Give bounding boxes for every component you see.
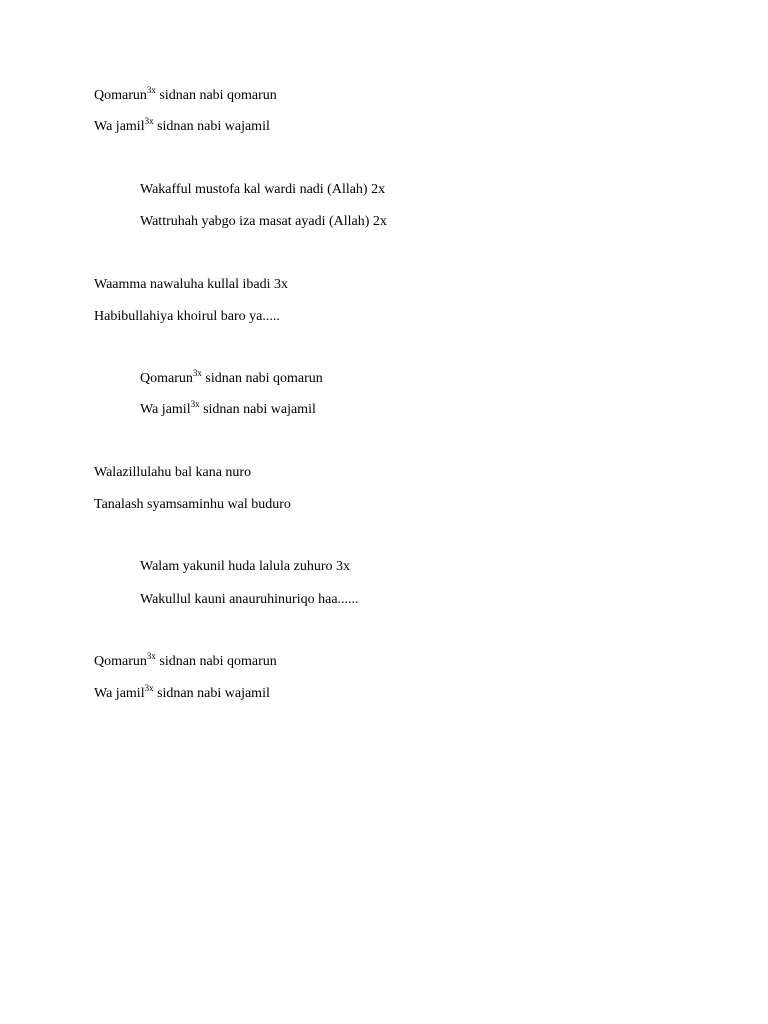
verse-line: Wakafful mustofa kal wardi nadi (Allah) 2x	[140, 182, 386, 197]
verse-line: Wakullul kauni anauruhinuriqo haa......	[140, 592, 359, 607]
verse-line-qomarun	[94, 87, 277, 105]
verse-lead: Qomarun	[94, 654, 147, 669]
verse-rest: sidnan nabi qomarun	[155, 88, 277, 103]
verse-rest: sidnan nabi qomarun	[201, 371, 323, 386]
verse-lead: Wa jamil	[94, 119, 145, 134]
verse-line: Walam yakunil huda lalula zuhuro 3x	[140, 559, 350, 574]
verse-lead: Wa jamil	[94, 686, 145, 701]
verse-line: Waamma nawaluha kullal ibadi 3x	[94, 277, 289, 292]
verse-rest: sidnan nabi wajamil	[199, 402, 316, 417]
repeat-marker: 3x	[190, 399, 200, 409]
repeat-marker: 3x	[144, 683, 154, 693]
verse-line-wa-jamil	[94, 685, 270, 703]
verse-lead: Qomarun	[94, 88, 147, 103]
repeat-marker: 3x	[146, 651, 156, 661]
verse-lead: Qomarun	[140, 371, 193, 386]
verse-rest: sidnan nabi qomarun	[155, 654, 277, 669]
verse-line-wa-jamil	[94, 118, 270, 136]
verse-line: Wattruhah yabgo iza masat ayadi (Allah) 2x	[140, 214, 387, 229]
repeat-marker: 3x	[144, 116, 154, 126]
verse-line-wa-jamil	[140, 401, 316, 419]
repeat-marker: 3x	[146, 85, 156, 95]
verse-line-qomarun	[94, 653, 277, 671]
verse-line-qomarun	[140, 370, 323, 388]
verse-line: Habibullahiya khoirul baro ya.....	[94, 309, 280, 324]
verse-lead: Wa jamil	[140, 402, 191, 417]
verse-line: Tanalash syamsaminhu wal buduro	[94, 497, 291, 512]
verse-rest: sidnan nabi wajamil	[153, 119, 270, 134]
repeat-marker: 3x	[192, 368, 202, 378]
verse-rest: sidnan nabi wajamil	[153, 686, 270, 701]
verse-line: Walazillulahu bal kana nuro	[94, 465, 252, 480]
